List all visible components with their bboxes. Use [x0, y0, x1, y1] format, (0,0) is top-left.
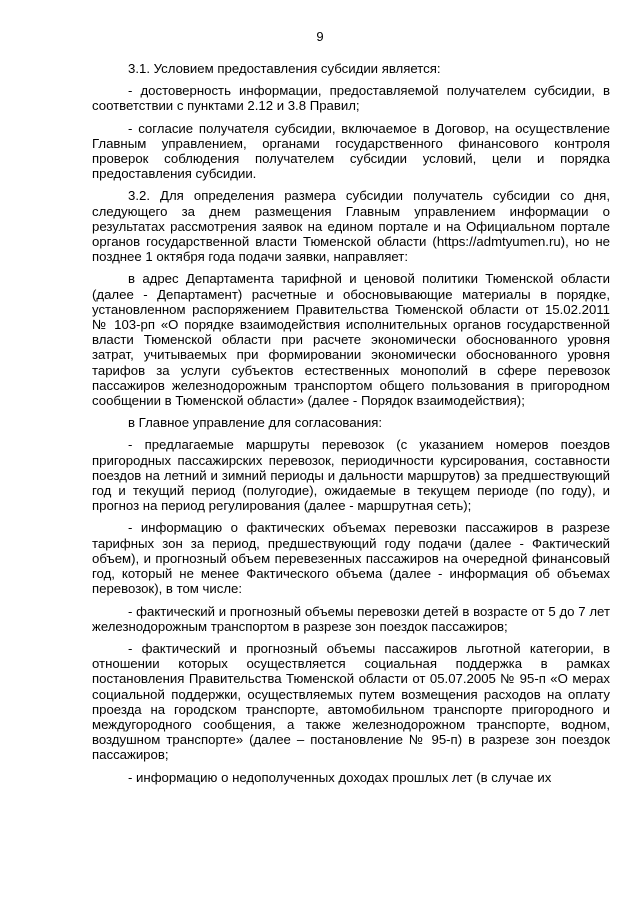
paragraph-department: в адрес Департамента тарифной и ценовой политики Тюменской области (далее - Департамент) расчетные и обосновывающие материалы в порядке, установленном распоряжением Правительства Тюменской области от 15.02.2011 № 103-рп «О порядке взаимодействия исполнительных органов государственной власти Тюменской области при расчете экономически обоснованного уровня затрат, учитываемых при формировании экономически обоснованного уровня тарифов за услуги субъектов естественных монополий в сфере перевозок пассажиров железнодорожным транспортом общего пользования в пригородном сообщении в Тюменской области» (далее - Порядок взаимодействия);	[92, 271, 610, 409]
paragraph-volume-info: - информацию о фактических объемах перевозки пассажиров в разрезе тарифных зон за период, предшествующий году подачи (далее - Фактический объем), и прогнозный объем перевезенных пассажиров на очередной финансовый год, который не менее Фактического объема (далее - информация об объемах перевозок), в том числе:	[92, 520, 610, 597]
page-number: 9	[316, 29, 324, 44]
paragraph-condition-consent: - согласие получателя субсидии, включаемое в Договор, на осуществление Главным управлением, органами государственного финансового контроля проверок соблюдения получателем субсидии условий, цели и порядка предоставления субсидии.	[92, 120, 610, 182]
paragraph-children-volume: - фактический и прогнозный объемы перевозки детей в возрасте от 5 до 7 лет железнодорожным транспортом в разрезе зон поездок пассажиров;	[92, 603, 610, 634]
paragraph-privileged-volume: - фактический и прогнозный объемы пассажиров льготной категории, в отношении которых осуществляется социальная поддержка в рамках постановления Правительства Тюменской области от 05.07.2005 № 95-п «О мерах социальной поддержки, осуществляемых путем возмещения расходов на оплату проезда на городском транспорте, автомобильном транспорте пригородного и междугородного сообщения, а также железнодорожном транспорте, водном, воздушном транспорте» (далее – постановление № 95-п) в разрезе зон поездок пассажиров;	[92, 640, 610, 763]
paragraph-3-1-heading: 3.1. Условием предоставления субсидии является:	[128, 61, 441, 76]
paragraph-lost-income: - информацию о недополученных доходах прошлых лет (в случае их	[128, 769, 552, 785]
paragraph-main-directorate: в Главное управление для согласования:	[128, 415, 383, 431]
document-body	[92, 61, 610, 785]
paragraph-routes: - предлагаемые маршруты перевозок (с указанием номеров поездов пригородных пассажирских перевозок, периодичности курсирования, составности поездов на летний и зимний периоды и дальности маршрутов) за предшествующий год и текущий период (полугодие), ожидаемые в текущем периоде (по году), и прогноз на период регулирования (далее - маршрутная сеть);	[92, 437, 610, 514]
paragraph-condition-reliability: - достоверность информации, предоставляемой получателем субсидии, в соответствии с пунктами 2.12 и 3.8 Правил;	[92, 83, 610, 114]
paragraph-3-2: 3.2. Для определения размера субсидии получатель субсидии со дня, следующего за днем размещения Главным управлением информации о результатах рассмотрения заявок на едином портале и на Официальном портале органов государственной власти Тюменской области (https://admtyumen.ru), но не позднее 1 октября года подачи заявки, направляет:	[92, 188, 610, 265]
